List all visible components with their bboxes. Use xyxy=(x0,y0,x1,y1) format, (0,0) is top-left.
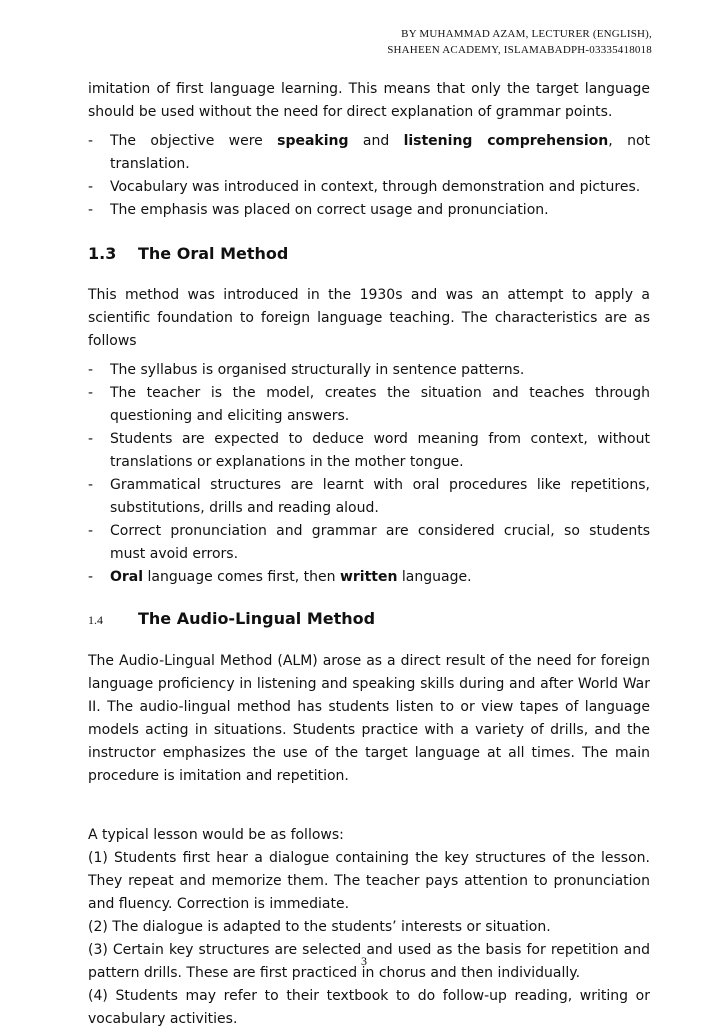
intro-paragraph: imitation of first language learning. This means that only the target language should be used without the need for direct explanation of grammar points. xyxy=(88,81,650,120)
oral-method-list xyxy=(88,359,650,589)
text-run: The objective were xyxy=(110,133,278,149)
page-header xyxy=(352,26,652,58)
bold-term: written xyxy=(339,569,398,585)
list-item: - Correct pronunciation and grammar are considered crucial, so students must avoid errors. xyxy=(88,520,650,566)
page-content xyxy=(88,78,650,1031)
bold-term: listening comprehension xyxy=(403,133,609,149)
list-item xyxy=(88,130,650,176)
list-item: - The teacher is the model, creates the situation and teaches through questioning and eliciting answers. xyxy=(88,382,650,428)
bold-term: speaking xyxy=(277,133,349,149)
list-item: - The emphasis was placed on correct usage and pronunciation. xyxy=(88,199,650,222)
bold-term: Oral xyxy=(110,569,144,585)
section-title: The Audio-Lingual Method xyxy=(138,609,376,628)
page-number: 3 xyxy=(361,954,367,968)
header-line-2: SHAHEEN ACADEMY, ISLAMABADPH-03335418018 xyxy=(387,44,652,56)
lesson-step: (3) Certain key structures are selected and used as the basis for repetition and pattern drills. These are first practiced in chorus and then individually. xyxy=(88,942,650,981)
oral-method-paragraph: This method was introduced in the 1930s and was an attempt to apply a scientific foundation to foreign language teaching. The characteristics are as follows xyxy=(88,287,650,349)
list-item: - Students are expected to deduce word meaning from context, without translations or explanations in the mother tongue. xyxy=(88,428,650,474)
text-run: , not translation. xyxy=(110,133,650,172)
text-run: language comes first, then xyxy=(143,569,340,585)
lesson-step: (2) The dialogue is adapted to the students’ interests or situation. xyxy=(88,919,551,935)
section-number: 1.4 xyxy=(88,613,103,627)
lesson-step: (1) Students first hear a dialogue containing the key structures of the lesson. They repeat and memorize them. The teacher pays attention to pronunciation and fluency. Correction is immediate. xyxy=(88,850,650,912)
section-heading-1-3 xyxy=(88,242,650,265)
list-item: - Grammatical structures are learnt with oral procedures like repetitions, substitutions, drills and reading aloud. xyxy=(88,474,650,520)
list-item: - Vocabulary was introduced in context, through demonstration and pictures. xyxy=(88,176,650,199)
header-line-1: BY MUHAMMAD AZAM, LECTURER (ENGLISH), xyxy=(401,28,652,40)
list-item: - The syllabus is organised structurally in sentence patterns. xyxy=(88,359,650,382)
text-run: language. xyxy=(397,569,472,585)
text-run: and xyxy=(348,133,404,149)
alm-paragraph: The Audio-Lingual Method (ALM) arose as a direct result of the need for foreign language proficiency in listening and speaking skills during and after World War II. The audio-lingual method has students listen to or view tapes of language models acting in situations. Students practice with a variety of drills, and the instructor emphasizes the use of the target language at all times. The main procedure is imitation and repetition. xyxy=(88,653,650,784)
section-heading-1-4 xyxy=(88,607,650,632)
list-item xyxy=(88,566,650,589)
section-title: The Oral Method xyxy=(138,244,289,263)
section-number: 1.3 xyxy=(88,244,117,263)
lesson-step: (4) Students may refer to their textbook to do follow-up reading, writing or vocabulary activities. xyxy=(88,988,650,1027)
direct-method-list xyxy=(88,130,650,222)
lesson-intro: A typical lesson would be as follows: xyxy=(88,827,344,843)
